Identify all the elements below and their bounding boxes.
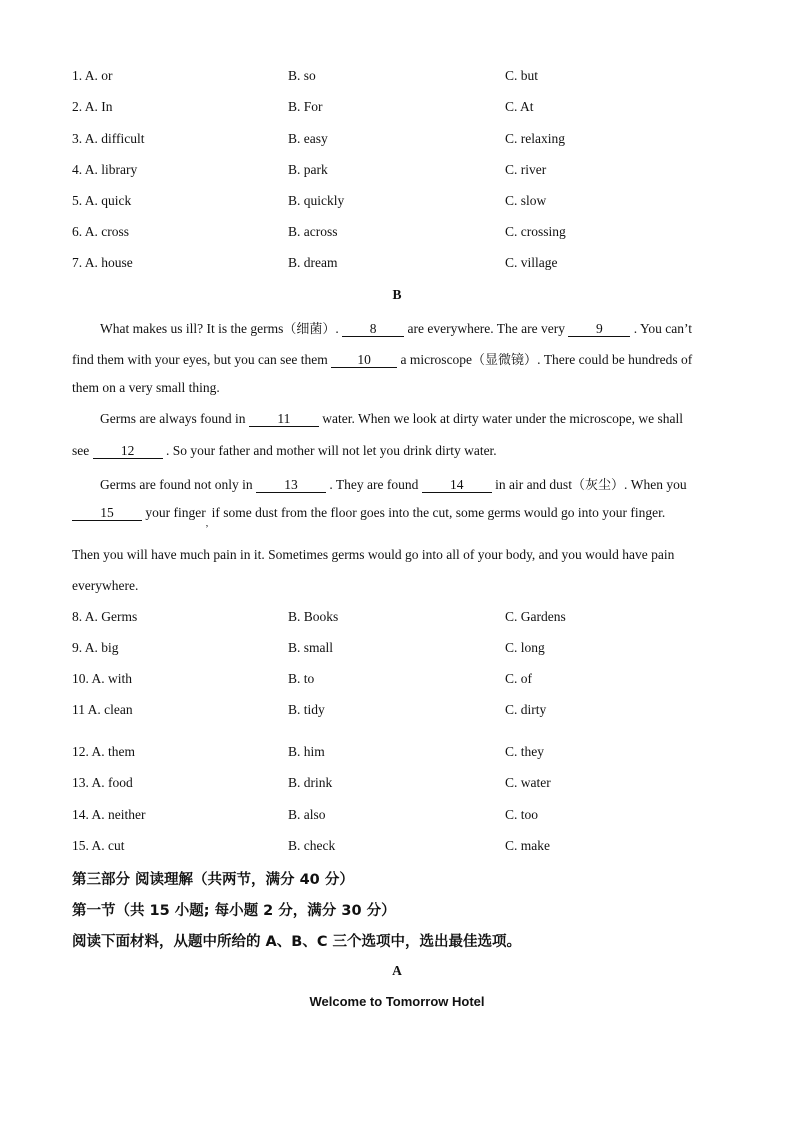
option-a: 15. A. cut: [72, 838, 125, 853]
option-a: 8. A. Germs: [72, 609, 138, 624]
reading-a-title: A: [392, 963, 402, 978]
question-row: [72, 99, 732, 119]
option-a: 12. A. them: [72, 744, 135, 759]
option-b: B. across: [288, 224, 338, 239]
question-row: [72, 702, 732, 722]
option-c: C. make: [505, 838, 550, 853]
blank-8[interactable]: 8: [342, 322, 404, 337]
option-a: 11 A. clean: [72, 702, 133, 717]
question-row: [72, 744, 732, 764]
section1-heading: 第一节（共 15 小题; 每小题 2 分，满分 30 分）: [72, 903, 396, 919]
hotel-title: Welcome to Tomorrow Hotel: [309, 994, 485, 1009]
option-a: 1. A. or: [72, 68, 113, 83]
option-b: B. quickly: [288, 193, 345, 208]
question-row: [72, 131, 732, 151]
option-b: B. easy: [288, 131, 328, 146]
option-c: C. dirty: [505, 702, 547, 717]
part3-heading: 第三部分 阅读理解（共两节，满分 40 分）: [72, 872, 354, 888]
option-b: B. tidy: [288, 702, 325, 717]
question-row: [72, 255, 732, 275]
question-row: [72, 193, 732, 213]
passage-line: Then you will have much pain in it. Sometimes germs would go into all of your body, and you would have pain: [72, 547, 675, 562]
option-b: B. check: [288, 838, 336, 853]
option-b: B. so: [288, 68, 316, 83]
option-c: C. relaxing: [505, 131, 565, 146]
blank-10[interactable]: 10: [331, 353, 397, 368]
option-b: B. also: [288, 807, 326, 822]
question-row: [72, 224, 732, 244]
section-b-title: B: [392, 287, 402, 302]
blank-15[interactable]: 15: [72, 506, 142, 521]
option-a: 2. A. In: [72, 99, 113, 114]
blank-11[interactable]: 11: [249, 412, 319, 427]
question-row: [72, 609, 732, 629]
blank-14[interactable]: 14: [422, 478, 492, 493]
option-b: B. him: [288, 744, 325, 759]
instruction-text: 阅读下面材料，从题中所给的 A、B、C 三个选项中，选出最佳选项。: [72, 934, 522, 950]
option-b: B. Books: [288, 609, 339, 624]
question-row: [72, 162, 732, 182]
option-c: C. river: [505, 162, 547, 177]
blank-13[interactable]: 13: [256, 478, 326, 493]
option-c: C. they: [505, 744, 544, 759]
question-row: [72, 775, 732, 795]
passage-line: everywhere.: [72, 578, 139, 593]
blank-12[interactable]: 12: [93, 444, 163, 459]
option-c: C. crossing: [505, 224, 566, 239]
option-c: C. Gardens: [505, 609, 566, 624]
blank-9[interactable]: 9: [568, 322, 630, 337]
option-a: 14. A. neither: [72, 807, 146, 822]
option-b: B. to: [288, 671, 315, 686]
question-row: [72, 640, 732, 660]
option-c: C. village: [505, 255, 558, 270]
option-a: 5. A. quick: [72, 193, 132, 208]
question-row: [72, 807, 732, 827]
option-a: 9. A. big: [72, 640, 119, 655]
option-a: 13. A. food: [72, 775, 133, 790]
option-a: 3. A. difficult: [72, 131, 145, 146]
passage-line: find them with your eyes, but you can see them 10 a microscope（显微镜）. There could be hundreds of: [72, 352, 693, 368]
passage-line: What makes us ill? It is the germs（细菌）. 8 are everywhere. The are very 9 . You can’t: [100, 321, 693, 337]
option-c: C. At: [505, 99, 534, 114]
option-c: C. slow: [505, 193, 547, 208]
option-c: C. water: [505, 775, 551, 790]
option-a: 10. A. with: [72, 671, 133, 686]
option-a: 6. A. cross: [72, 224, 129, 239]
passage-line: them on a very small thing.: [72, 380, 220, 395]
option-b: B. drink: [288, 775, 333, 790]
option-c: C. too: [505, 807, 539, 822]
passage-line: see 12 . So your father and mother will not let you drink dirty water.: [72, 443, 497, 458]
passage-line: Germs are found not only in 13 . They are found 14 in air and dust（灰尘）. When you: [100, 477, 687, 493]
option-a: 7. A. house: [72, 255, 133, 270]
question-row: [72, 68, 732, 88]
option-b: B. park: [288, 162, 328, 177]
passage-line: 15 your finger$_,$ if some dust from the floor goes into the cut, some germs would go into your finger.: [72, 505, 665, 521]
option-b: B. For: [288, 99, 323, 114]
option-c: C. long: [505, 640, 545, 655]
option-c: C. but: [505, 68, 539, 83]
option-b: B. dream: [288, 255, 338, 270]
passage-line: Germs are always found in 11 water. When we look at dirty water under the microscope, we shall: [100, 411, 683, 426]
option-b: B. small: [288, 640, 334, 655]
question-row: [72, 838, 732, 858]
question-row: [72, 671, 732, 691]
option-c: C. of: [505, 671, 532, 686]
option-a: 4. A. library: [72, 162, 138, 177]
